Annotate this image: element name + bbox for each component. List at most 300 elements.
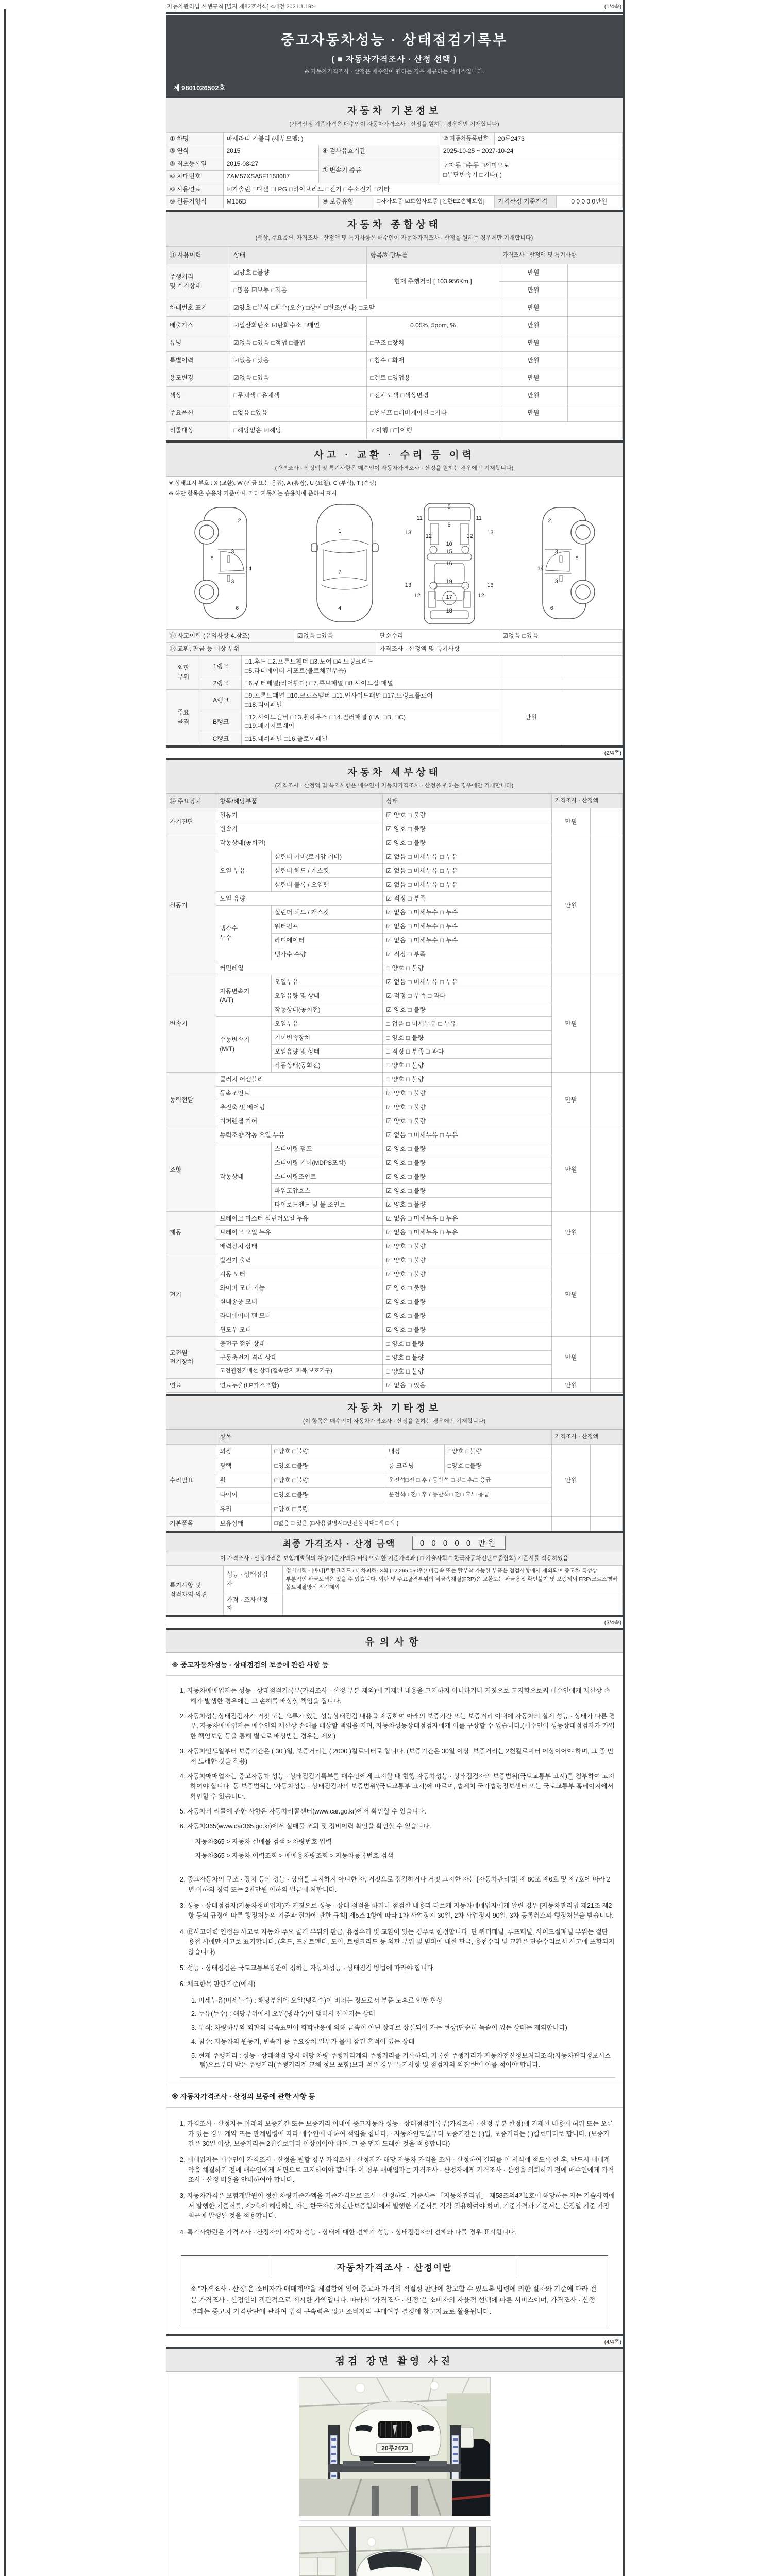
section-title: 자동차 기본정보 (347, 106, 441, 116)
panel-rank-table (166, 655, 623, 748)
table-cell: 냉각수 수량 (271, 947, 383, 961)
table-cell: □양호 □불량 (271, 1473, 385, 1488)
table-cell: 오일유량 및 상태 (271, 1045, 383, 1059)
table-cell: ☑ 양호 □ 불량 (383, 1003, 551, 1017)
table-cell: 제동 (166, 1212, 216, 1253)
form-table (166, 655, 623, 745)
table-cell: 배출가스 (166, 317, 230, 334)
final-price-label: 최종 가격조사 · 산정 금액 (282, 1539, 396, 1549)
table-cell: 만원 (551, 1212, 590, 1253)
table-cell: 가격조사 · 산정액 및 특기사항 (376, 642, 623, 655)
form-table (166, 246, 623, 439)
table-cell: 운전석□ 전□ 후 / 동반석□ 전□ 후/□ 응급 (385, 1488, 551, 1502)
table-cell: ☑ 양호 □ 불량 (383, 822, 551, 836)
table-cell: 구동축전지 격리 상태 (216, 1351, 383, 1365)
section-title: 자동차 기타정보 (347, 1403, 441, 1414)
table-cell: 만원 (499, 282, 568, 299)
basic-info-table (166, 132, 623, 208)
table-cell (567, 299, 622, 317)
table-cell: □무채색 □유채색 (230, 387, 367, 404)
section-title: 자동차 세부상태 (347, 767, 441, 778)
table-cell: 만원 (499, 334, 568, 352)
notes-b-items (166, 2108, 623, 2248)
section-other-header (166, 1394, 623, 1430)
table-cell: ☑ 양호 □ 불량 (383, 1295, 551, 1309)
table-cell: □양호 □불량 (271, 1502, 551, 1517)
table-cell: 시동 모터 (216, 1267, 383, 1281)
table-cell: ☑양호 □불량 (230, 264, 367, 282)
table-cell: 동력전달 (166, 1073, 216, 1128)
table-cell: □양호 □불량 (271, 1488, 385, 1502)
table-cell: □ 양호 □ 불량 (383, 1031, 551, 1045)
table-cell: ☑ 없음 □ 미세누유 □ 누유 (383, 864, 551, 878)
table-cell: ☑ 양호 □ 불량 (383, 1240, 551, 1253)
table-cell: ☑없음 □있음 (499, 630, 623, 642)
table-cell: ☑ 양호 □ 불량 (383, 1100, 551, 1114)
table-cell: 만원 (499, 299, 568, 317)
table-cell: 원동기 (216, 808, 383, 822)
table-cell (567, 282, 622, 299)
table-cell: 연료 (166, 1379, 216, 1393)
diagram-part-number: 18 (446, 608, 452, 615)
table-cell: □ 적정 □ 부족 □ 과다 (383, 1045, 551, 1059)
note-subitem: 1. 미세누유(미세누수) : 해당부위에 오일(냉각수)이 비치는 정도로서 부품 노후로 인한 현상 (191, 1996, 443, 2004)
note-subitem: 4. 침수: 자동차의 원동기, 변속기 등 주요장치 일부가 물에 잠긴 흔적이 있는 상태 (191, 2038, 415, 2045)
table-cell: ☑ 양호 □ 불량 (383, 1281, 551, 1295)
form-table (166, 630, 623, 655)
table-cell: □없음 □ 있음 (□사용설명서□안전삼각대□잭 □잭 ) (271, 1517, 551, 1531)
table-cell: 브레이크 마스터 실린더오일 누유 (216, 1212, 383, 1226)
table-cell: □ 양호 □ 불량 (383, 1351, 551, 1365)
table-cell: ⑬ 교환, 판금 등 이상 부위 (166, 642, 376, 655)
section-title: 사고 · 교환 · 수리 등 이력 (314, 450, 475, 461)
table-cell (567, 334, 622, 352)
table-cell (591, 1253, 623, 1337)
diagram-part-number: 14 (245, 565, 252, 572)
table-cell: 배력장치 상태 (216, 1240, 383, 1253)
note-item: 2. 자동차성능상태점검자가 거짓 또는 오류가 있는 성능상태점검 내용을 제공하여 아래의 보증기간 또는 보증거리 이내에 자동차의 실제 성능 · 상태가 다른 경우, 자동차매매업자는 매수인의 재산상 손해를 배상할 책임을 지며, 자동차성능상태점검자에게 이를 구상할 수 있습니다.(매수인이 성능상태점검자가 가입한 책임보험 등을 통해 별도로 배상받는 경우는 제외) (180, 1713, 615, 1740)
table-cell: ☑ 양호 □ 불량 (383, 1198, 551, 1212)
section-note: (가격산정 기준가격은 매수인이 자동차가격조사 · 산정을 원하는 경우에만 기재합니다) (289, 121, 499, 127)
table-cell: ☑ 양호 □ 불량 (383, 1323, 551, 1337)
table-cell: ② 자동차등록번호 (440, 133, 494, 145)
table-cell: □ 양호 □ 불량 (383, 1365, 551, 1379)
table-cell (567, 317, 622, 334)
diagram-part-number: 4 (338, 605, 342, 612)
car-diagram-svg (166, 500, 623, 629)
table-cell: 정비이력 - [바디]트렁크리드 / 내차피해- 3회 (12,265,050원)/ 비금속 또는 탈부착 가능한 부품은 점검사항에서 제외되며 중고차 특성상 부분적인 판금도색은 있을 수 있습니다. 외판 및 주요골격부위의 비금속재질(FRP)은 교환또는 판금용접 확인불가 및 보증제외 FRP/크로스멤버 볼트체결방식 점검제외 (282, 1566, 622, 1594)
table-cell (591, 1128, 623, 1212)
table-cell: 만원 (551, 1128, 590, 1212)
table-cell: ☑이행 □미이행 (367, 422, 499, 439)
table-cell: 실린더 헤드 / 개스킷 (271, 864, 383, 878)
table-cell: ☑없음 □있음 (230, 352, 367, 369)
table-cell: 기본품목 (166, 1517, 216, 1531)
note-subitem: 2. 누유(누수) : 해당부위에서 오일(냉각수)이 맺혀서 떨어지는 상태 (191, 2010, 375, 2018)
table-cell: 현재 주행거리 [ 103,956Km ] (367, 264, 499, 299)
table-cell: 만원 (499, 387, 568, 404)
car-damage-diagram (166, 500, 623, 630)
table-cell: □양호 □불량 (271, 1445, 385, 1459)
note-subitem: 5. 현재 주행거리 : 성능 · 상태점검 당시 해당 차량 주행거리계의 주행거리를 기록하되, 기록한 주행거리가 자동차전산정보처리조직(자동차관리정보시스템)으로부터 받은 주행거리(주행거리계 교체 정보 포함)보다 적은 경우 '특기사항 및 점검자의 의견'란에 이를 적어야 합니다. (191, 2052, 611, 2069)
table-cell: ⑤ 최초등록일 (166, 158, 224, 170)
table-cell: 성능 · 상태점검 자 (223, 1566, 282, 1594)
table-cell: ☑ 양호 □ 불량 (383, 808, 551, 822)
form-table (166, 1430, 623, 1531)
note-item: 4. 특기사항란은 가격조사 · 산정자의 자동차 성능 · 상태에 대한 견해가 성능 · 상태점검자의 견해와 다를 경우 표시합니다. (180, 2228, 516, 2236)
table-cell: □ 양호 □ 불량 (383, 961, 551, 975)
detail-condition-table (166, 794, 623, 1393)
table-cell: 2랭크 (200, 677, 242, 689)
table-cell: 고전원 전기장치 (166, 1337, 216, 1379)
table-cell: □6.쿼터패널(리어휀다) □7.루브패널 □8.사이드실 패널 (242, 677, 499, 689)
table-cell: 오일 누유 (216, 850, 271, 892)
table-cell: 변속기 (216, 822, 383, 836)
table-cell: 변속기 (166, 975, 216, 1073)
note-subitem: 3. 부식: 차량하부와 외판의 금속표면이 화학반응에 의해 금속이 아닌 상태로 상실되어 가는 현상(단순히 녹슬어 있는 상태는 제외합니다) (191, 2024, 567, 2032)
diagram-part-number: 12 (478, 592, 484, 599)
diagram-part-number: 17 (446, 594, 452, 600)
table-cell: □양호 □불량 (444, 1445, 551, 1459)
table-cell (567, 369, 622, 387)
table-cell: A랭크 (200, 690, 242, 711)
table-cell: 특기사항 및 점검자의 의견 (166, 1566, 224, 1615)
other-info-table (166, 1430, 623, 1531)
accident-history-table (166, 630, 623, 655)
table-cell (563, 656, 622, 677)
diagram-part-number: 11 (416, 515, 423, 522)
state-symbol-legend: ※ 상태표시 부호 : X (교환), W (판금 또는 용접), A (흠집), U (요철), C (부식), T (손상) (166, 477, 623, 487)
definition-text: ※ "가격조사 · 산정"은 소비자가 매매계약을 체결함에 있어 중고차 가격의 적절성 판단에 참고할 수 있도록 법령에 의한 절차와 기준에 따라 전문 가격조사 · 산정인이 객관적으로 제시한 가액입니다. 따라서 "가격조사 · 산정"은 소비자의 자율적 선택에 따른 서비스이며, 가격조사 · 산정 결과는 중고차 가격판단에 관하여 법적 구속력은 없고 소비자의 구매여부 결정에 참고자료로 활용됩니다. (191, 2284, 597, 2316)
page-marker-3: (3/4쪽) (604, 1620, 621, 1626)
table-cell: 보유상태 (216, 1517, 271, 1531)
table-cell: ☑ 없음 □ 미세누유 □ 누유 (383, 975, 551, 989)
note-item: 5. 성능 · 상태점검은 국토교통부장관이 정하는 자동차성능 · 상태점검 방법에 따라야 합니다. (180, 1964, 435, 1972)
form-table (166, 132, 623, 208)
table-cell: 작동상태(공회전) (271, 1059, 383, 1073)
table-cell: □구조 □장치 (367, 334, 499, 352)
table-cell: ⑥ 차대번호 (166, 171, 224, 183)
form-reference: 자동차관리법 시행규칙 [별지 제82호서식] <개정 2021.1.19> (167, 4, 315, 10)
table-cell: 스티어링조인트 (271, 1170, 383, 1184)
table-cell: ③ 연식 (166, 145, 224, 158)
notes-divider (180, 2077, 615, 2078)
table-cell: □양호 □불량 (271, 1459, 385, 1473)
table-cell: 오일누유 (271, 975, 383, 989)
table-cell: 유리 (216, 1502, 271, 1517)
notes-a-title: ※ 중고자동차성능 · 상태점검의 보증에 관한 사항 등 (166, 1653, 623, 1676)
section-title: 점검 장면 촬영 사진 (335, 2356, 453, 2367)
table-cell: □9.프론트패널 □10.크로스멤버 □11.인사이드패널 □17.트렁크플로어 □18.리어패널 (242, 690, 499, 711)
table-cell: 작동상태(공회전) (216, 836, 383, 850)
table-cell (591, 1445, 623, 1517)
diagram-part-number: 13 (405, 582, 412, 589)
table-cell: 만원 (551, 1253, 590, 1337)
table-cell: □ 없음 □ 미세누유 □ 누유 (383, 1017, 551, 1031)
table-cell: 타이로드엔드 및 볼 조인트 (271, 1198, 383, 1212)
note-item: 3. 자동차인도일부터 보증기간은 ( 30 )일, 보증거리는 ( 2000 )킬로미터로 합니다. (보증기간은 30일 이상, 보증거리는 2천킬로미터 이상이어야 하며, 그 중 먼저 도래한 것을 적용) (180, 1748, 614, 1765)
inspection-photo-front (299, 2372, 491, 2521)
note-item: 5. 자동차의 리콜에 관한 사항은 자동차리콜센터(www.car.go.kr)에서 확인할 수 있습니다. (180, 1808, 426, 1816)
overall-condition-table (166, 246, 623, 439)
table-cell: 만원 (551, 836, 590, 975)
table-cell: 스티어링 펌프 (271, 1142, 383, 1156)
table-cell: ⑫ 사고이력 (유의사항 4.참조) (166, 630, 294, 642)
inspector-opinion-table (166, 1565, 623, 1617)
table-cell: 만원 (551, 1073, 590, 1128)
table-cell: 만원 (551, 808, 590, 836)
table-cell: □ 양호 □ 불량 (383, 1073, 551, 1087)
page-marker-2: (2/4쪽) (604, 750, 621, 757)
table-cell: 기어변속장치 (271, 1031, 383, 1045)
notes-outer-items (166, 1875, 623, 2084)
note-item: 3. 자동차가격은 보험개발원이 정한 차량기준가액을 기준가격으로 조사 · 산정하되, 기준서는 「자동차관리법」 제58조의4제1호에 해당하는 자는 기술사회에서 발행한 기준서를, 제2호에 해당하는 자는 한국자동차진단보증협회에서 발행한 기준서를 각각 적용하여야 하며, 기준가격과 기준서는 산정일 기준 가장 최근에 발행된 것을 적용합니다. (180, 2192, 615, 2220)
diagram-part-number: 5 (447, 503, 451, 510)
table-cell: 연료누출(LP가스포함) (216, 1379, 383, 1393)
table-cell: 충전구 절연 상태 (216, 1337, 383, 1351)
section-overall-header (166, 210, 623, 246)
table-cell: □15.대쉬패널 □16.플로어패널 (242, 733, 499, 745)
table-cell: 라디에이터 (271, 934, 383, 947)
table-cell: ☑없음 □있음 (294, 630, 376, 642)
table-cell: 룸 크리닝 (385, 1459, 444, 1473)
table-cell: □렌트 □영업용 (367, 369, 499, 387)
diagram-part-number: 16 (446, 560, 452, 567)
table-cell: ⑨ 원동기형식 (166, 195, 224, 208)
table-cell: 가격조사 · 산정액 (551, 1430, 622, 1445)
table-cell (591, 1212, 623, 1253)
note-item: 4. ⑫사고이력 인정은 사고로 자동차 주요 골격 부위의 판금, 용접수리 및 교환이 있는 경우로 한정합니다. 단 쿼터패널, 루프패널, 사이드실패널 부위는 절단, 용접 시에만 사고로 표기합니다. (후드, 프론트펜더, 도어, 트렁크리드 등 외판 부위 및 범퍼에 대한 판금, 용접수리 및 교환은 단순수리로서 사고에 포함되지 않습니다) (180, 1928, 615, 1956)
note-item: 2. 중고자동차의 구조 · 장치 등의 성능 · 상태를 고지하지 아니한 자, 거짓으로 점검하거나 거짓 고지한 자는 [자동차관리법] 제 80조 제6호 및 제7호에 따라 2년 이하의 징역 또는 2천만원 이하의 벌금에 처합니다. (180, 1876, 611, 1893)
table-cell: 수동변속기 (M/T) (216, 1017, 271, 1073)
table-cell: 작동상태(공회전) (271, 1003, 383, 1017)
table-cell (591, 808, 623, 836)
diagram-part-number: 3 (554, 578, 558, 585)
final-price-value: 0 0 0 0 0 만원 (412, 1536, 506, 1550)
table-cell (567, 352, 622, 369)
table-cell: ☑양호 □부식 □훼손(오손) □상이 □변조(변타) □도말 (230, 299, 499, 317)
diagram-part-number: 13 (487, 582, 494, 589)
table-cell: 2025-10-25 ~ 2027-10-24 (440, 145, 622, 158)
table-cell: 만원 (499, 690, 563, 745)
table-cell: 디퍼렌셜 기어 (216, 1114, 383, 1128)
section-title: 유의사항 (365, 1637, 424, 1648)
table-cell: □자가보증 ☑보험사보증 [신한EZ손해보험] (374, 195, 495, 208)
form-table (166, 1565, 623, 1615)
diagram-part-number: 2 (238, 518, 241, 524)
table-cell: ⑭ 주요장치 (166, 794, 216, 808)
note-subitem: - 자동차365 > 자동차 실매물 검색 > 차량번호 입력 (191, 1838, 332, 1845)
diagram-part-number: 9 (447, 521, 451, 528)
section-notes-header (166, 1628, 623, 1653)
table-cell: 만원 (551, 1337, 590, 1379)
table-cell: □양호 □불량 (444, 1459, 551, 1473)
document-number: 제 9801026502호 (173, 84, 226, 92)
document-note: ※ 자동차가격조사 · 산정은 매수인이 원하는 경우 제공하는 서비스입니다. (304, 69, 484, 75)
diagram-part-number: 7 (338, 569, 342, 576)
table-cell (563, 690, 622, 745)
table-cell: ☑가솔린 □디젤 □LPG □하이브리드 □전기 □수소전기 □기타 (223, 183, 622, 195)
section-note: (이 항목은 매수인이 자동차가격조사 · 산정을 원하는 경우에만 기재합니다) (303, 1418, 486, 1425)
table-cell: 추진축 및 베어링 (216, 1100, 383, 1114)
diagram-part-number: 2 (548, 518, 551, 524)
table-cell: ☑ 양호 □ 불량 (383, 1170, 551, 1184)
table-cell: □많음 ☑보통 □적음 (230, 282, 367, 299)
table-cell: 리콜대상 (166, 422, 230, 439)
table-cell: 자동변속기 (A/T) (216, 975, 271, 1017)
table-cell: □ 양호 □ 불량 (383, 1337, 551, 1351)
notes-a-items (166, 1676, 623, 1869)
table-cell: 실린더 커버(로커암 커버) (271, 850, 383, 864)
diagram-part-number: 12 (414, 592, 421, 599)
table-cell: 1랭크 (200, 656, 242, 677)
table-cell: 브레이크 오일 누유 (216, 1226, 383, 1240)
table-cell (567, 404, 622, 422)
table-cell: 0.05%, 5ppm, % (367, 317, 499, 334)
diagram-part-number: 6 (550, 605, 553, 612)
table-cell: 주요옵션 (166, 404, 230, 422)
table-cell: 상태 (230, 247, 367, 264)
diagram-part-number: 1 (338, 528, 342, 535)
table-cell: C랭크 (200, 733, 242, 745)
table-cell: 만원 (499, 404, 568, 422)
document-subtitle: ( ■ 자동차가격조사 · 산정 선택 ) (331, 55, 457, 64)
table-cell: ☑ 양호 □ 불량 (383, 1142, 551, 1156)
table-cell: □전체도색 □색상변경 (367, 387, 499, 404)
table-cell: ☑ 양호 □ 불량 (383, 1309, 551, 1323)
inspection-photo-rear (299, 2521, 491, 2576)
table-cell: ☑ 없음 □ 미세누수 □ 누수 (383, 934, 551, 947)
table-cell: 특별이력 (166, 352, 230, 369)
table-cell: 타이어 (216, 1488, 271, 1502)
diagram-part-number: 8 (210, 555, 214, 562)
diagram-part-number: 15 (446, 549, 452, 555)
table-cell: ☑ 적정 □ 부족 (383, 947, 551, 961)
table-cell (567, 264, 622, 282)
table-cell: ☑자동 □수동 □세미오토 □무단변속기 □기타( ) (440, 158, 622, 183)
diagram-part-number: 6 (236, 605, 239, 612)
notes-b-title: ※ 자동차가격조사 · 산정의 보증에 관한 사항 등 (166, 2084, 623, 2108)
photo-rear-illustration (299, 2526, 491, 2576)
table-cell: 주요 골격 (166, 690, 200, 745)
table-cell: ☑ 없음 □ 미세누유 □ 누유 (383, 1128, 551, 1142)
table-cell (499, 677, 563, 689)
table-cell (563, 677, 622, 689)
table-cell: 조향 (166, 1128, 216, 1212)
diagram-part-number: 12 (425, 533, 432, 540)
table-cell (166, 1430, 216, 1445)
table-cell (567, 387, 622, 404)
diagram-part-number: 8 (575, 555, 579, 562)
final-price-note: 이 가격조사 · 산정가격은 보험개발원의 차량기준가액을 바탕으로 한 기준가격과 ( □ 기술사회,□ 한국자동차진단보증협회) 기준서를 적용하였음 (166, 1552, 623, 1565)
section-note: (가격조사 · 산정액 및 특기사항은 매수인이 자동차가격조사 · 산정을 원하는 경우에만 기재합니다) (275, 783, 514, 789)
note-item: 2. 매매업자는 매수인이 가격조사 · 산정을 원할 경우 가격조사 · 산정자가 해당 자동차 가격을 조사 · 산정하여 결과를 이 서식에 적도록 한 후, 반드시 매매계약을 체결하기 전에 매수인에게 서면으로 고지하여야 합니다. 이 경우 매매업자는 가격조사 · 산정자에게 가격조사 · 산정을 의뢰하기 전에 매수인에게 가격조사 · 산정 비용을 안내하여야 합니다. (180, 2156, 614, 2184)
table-cell: 가격조사 · 산정액 및 특기사항 (499, 247, 623, 264)
table-cell (282, 1594, 622, 1615)
table-cell: 휠 (216, 1473, 271, 1488)
table-cell: 작동상태 (216, 1142, 271, 1212)
table-cell: □ 양호 □ 불량 (383, 1059, 551, 1073)
section-note: (색상, 주요옵션, 가격조사 · 산정액 및 특기사항은 매수인이 자동차가격조사 · 산정을 원하는 경우에만 기재합니다) (255, 235, 533, 242)
table-cell: ☑ 적정 □ 부족 (383, 892, 551, 906)
table-cell: 전기 (166, 1253, 216, 1337)
table-cell: □1.후드 □2.프론트휀더 □3.도어 □4.트렁크리드 □5.라디에이터 서포트(볼트체결부품) (242, 656, 499, 677)
table-cell: 만원 (551, 1445, 590, 1517)
section-accident-header (166, 440, 623, 477)
table-cell: □12.사이드멤버 □13.휠하우스 □14.필러패널 (□A, □B, □C) □19.패키지트레이 (242, 711, 499, 733)
table-cell: 클러치 어셈블리 (216, 1073, 383, 1087)
table-cell: ☑ 적정 □ 부족 □ 과다 (383, 989, 551, 1003)
table-cell (499, 422, 623, 439)
section-detail-header (166, 758, 623, 794)
table-cell: 동력조향 작동 오일 누유 (216, 1128, 383, 1142)
table-cell: 내장 (385, 1445, 444, 1459)
table-cell (551, 1517, 590, 1531)
table-cell: 고전원전기배선 상태(접속단자,피복,보호기구) (216, 1365, 383, 1379)
table-cell: 가격산정 기준가격 (495, 195, 556, 208)
table-cell: 오일 유량 (216, 892, 383, 906)
table-cell: 항목/해당부품 (367, 247, 499, 264)
table-cell (499, 656, 563, 677)
diagram-part-number: 3 (554, 549, 558, 555)
table-cell: ☑일산화탄소 ☑탄화수소 □매연 (230, 317, 367, 334)
table-cell: 외판 부위 (166, 656, 200, 690)
table-cell: 튜닝 (166, 334, 230, 352)
table-cell: 자기진단 (166, 808, 216, 836)
table-cell: 항목 (216, 1430, 551, 1445)
diagram-part-number: 19 (446, 578, 452, 585)
table-cell: ☑ 양호 □ 불량 (383, 1267, 551, 1281)
table-cell: 원동기 (166, 836, 216, 975)
table-cell: ☑없음 □있음 □적법 □불법 (230, 334, 367, 352)
table-cell: 주행거리 및 계기상태 (166, 264, 230, 299)
top-strip (166, 0, 623, 12)
license-plate-front: 20루2473 (381, 2445, 408, 2452)
section-photos-header (166, 2347, 623, 2372)
table-cell: ⑦ 변속기 종류 (319, 158, 440, 183)
diagram-part-number: 10 (446, 541, 452, 548)
section-note: (가격조사 · 산정액 및 특기사항은 매수인이 자동차가격조사 · 산정을 원하는 경우에만 기재합니다) (275, 465, 514, 472)
diagram-part-number: 12 (466, 533, 473, 540)
table-cell (591, 1073, 623, 1128)
table-cell: 등속조인트 (216, 1087, 383, 1100)
final-price-bar (166, 1531, 623, 1552)
diagram-part-number: 14 (537, 565, 544, 572)
table-cell: B랭크 (200, 711, 242, 733)
table-cell: □해당없음 ☑해당 (230, 422, 367, 439)
table-cell (591, 836, 623, 975)
table-cell (591, 1379, 623, 1393)
table-cell: ⑩ 보증유형 (319, 195, 374, 208)
table-cell: 만원 (499, 369, 568, 387)
table-cell: ⑪ 사용이력 (166, 247, 230, 264)
definition-title: 자동차가격조사 · 산정이란 (272, 2255, 517, 2278)
table-cell (591, 1517, 623, 1531)
document-title: 중고자동차성능 · 상태점검기록부 (280, 32, 508, 48)
table-cell: ZAM57XSA5F1158087 (223, 171, 319, 183)
table-cell: 워터펌프 (271, 920, 383, 934)
table-cell: □썬루프 □네비게이션 □기타 (367, 404, 499, 422)
table-cell: ☑ 없음 □ 미세누유 □ 누유 (383, 1226, 551, 1240)
page-marker-1: (1/4쪽) (604, 4, 621, 10)
table-cell: 항목/해당부품 (216, 794, 383, 808)
passenger-car-legend: ※ 하단 항목은 승용차 기준이며, 기타 자동차는 승용차에 준하여 표시 (166, 487, 623, 500)
table-cell: 상태 (383, 794, 551, 808)
table-cell: 색상 (166, 387, 230, 404)
page-marker-4: (4/4쪽) (604, 2339, 621, 2346)
table-cell: ① 차명 (166, 133, 224, 145)
form-table (166, 794, 623, 1393)
